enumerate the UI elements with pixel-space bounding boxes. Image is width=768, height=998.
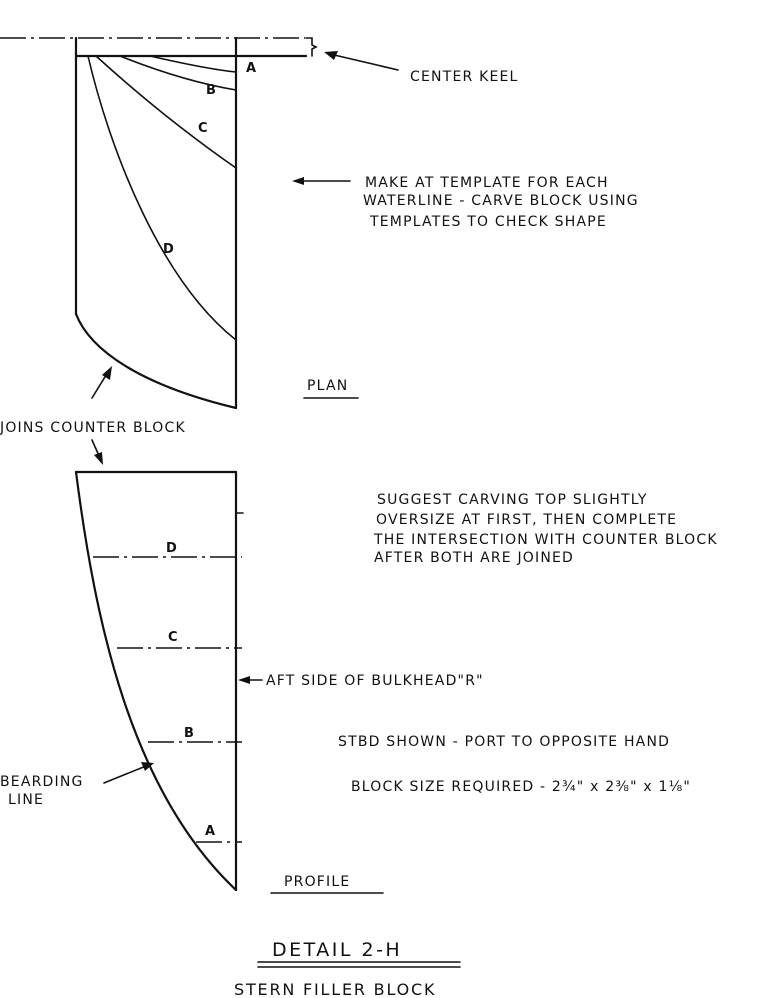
waterline-b-curve — [120, 56, 236, 90]
suggest-note-line-2: OVERSIZE AT FIRST, THEN COMPLETE — [376, 512, 678, 528]
template-note-line-1: MAKE AT TEMPLATE FOR EACH — [365, 175, 609, 191]
plan-title: PLAN — [307, 378, 349, 394]
stbd-note: STBD SHOWN - PORT TO OPPOSITE HAND — [338, 734, 671, 750]
plan-label-b: B — [206, 83, 216, 98]
detail-title-block — [234, 939, 460, 998]
joins-counter-block-label: JOINS COUNTER BLOCK — [0, 420, 186, 436]
suggest-note-line-4: AFTER BOTH ARE JOINED — [374, 550, 575, 566]
center-keel-arrowhead — [324, 51, 338, 60]
waterline-a-curve — [150, 56, 236, 72]
profile-label-d: D — [166, 541, 177, 556]
template-arrowhead — [292, 177, 304, 185]
suggest-note-line-3: THE INTERSECTION WITH COUNTER BLOCK — [374, 532, 718, 548]
notes — [338, 492, 718, 795]
plan-view — [0, 38, 639, 465]
suggest-note-line-1: SUGGEST CARVING TOP SLIGHTLY — [377, 492, 648, 508]
waterline-d-curve — [88, 56, 236, 340]
block-size-note: BLOCK SIZE REQUIRED - 2¾" x 2⅜" x 1⅛" — [351, 779, 692, 795]
plan-label-d: D — [163, 242, 174, 257]
bearding-label-line-1: BEARDING — [0, 774, 84, 790]
template-note-line-3: TEMPLATES TO CHECK SHAPE — [370, 214, 607, 230]
keel-bracket — [306, 38, 316, 56]
plan-label-c: C — [198, 121, 208, 136]
joins-arrowhead-down — [94, 452, 103, 465]
aft-side-label: AFT SIDE OF BULKHEAD"R" — [266, 673, 484, 689]
center-keel-label: CENTER KEEL — [410, 69, 519, 85]
plan-counter-curve — [76, 314, 236, 408]
plan-label-a: A — [246, 61, 257, 76]
profile-label-b: B — [184, 726, 194, 741]
bearding-arrow-line — [104, 766, 146, 783]
bearding-label-line-2: LINE — [8, 792, 45, 808]
profile-title: PROFILE — [284, 874, 351, 890]
detail-title: DETAIL 2-H — [272, 939, 403, 961]
profile-label-a: A — [205, 824, 216, 839]
detail-subtitle: STERN FILLER BLOCK — [234, 980, 437, 998]
center-keel-arrow-line — [330, 54, 398, 70]
template-note-line-2: WATERLINE - CARVE BLOCK USING — [363, 193, 639, 209]
profile-label-c: C — [168, 630, 178, 645]
